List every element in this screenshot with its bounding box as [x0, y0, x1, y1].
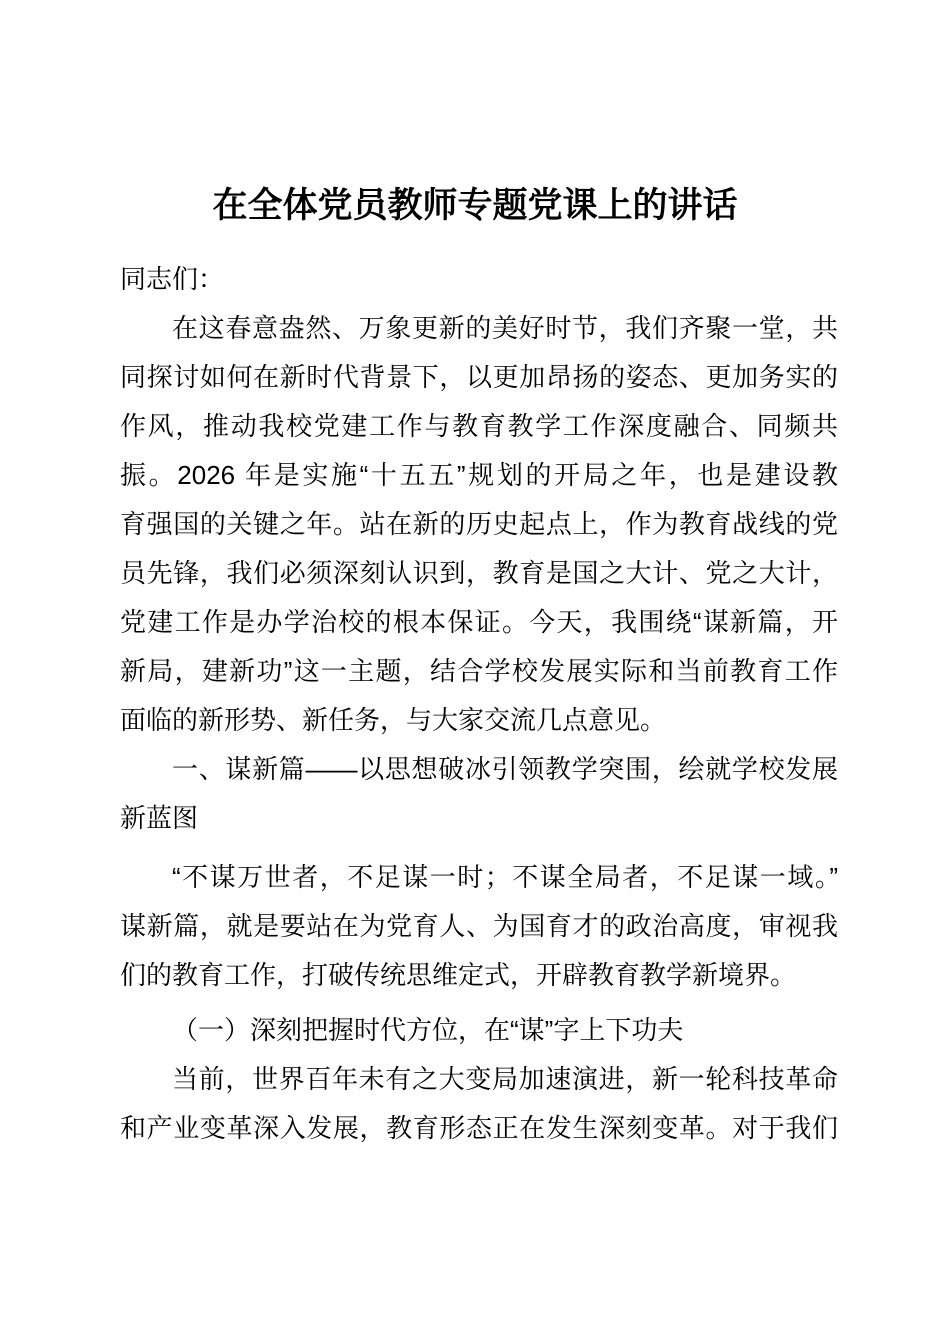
- paragraph-line: 党建工作是办学治校的根本保证。今天，我围绕“谋新篇，开: [120, 607, 838, 637]
- paragraph-line: 同探讨如何在新时代背景下，以更加昂扬的姿态、更加务实的: [120, 362, 838, 392]
- document-body: [120, 255, 838, 1153]
- paragraph-line: 在这春意盎然、万象更新的美好时节，我们齐聚一堂，共: [172, 313, 838, 343]
- salutation: 同志们：: [120, 264, 225, 294]
- section-heading-line: 一、谋新篇——以思想破冰引领教学突围，绘就学校发展: [172, 754, 838, 784]
- paragraph-line: 谋新篇，就是要站在为党育人、为国育才的政治高度，审视我: [120, 911, 838, 941]
- paragraph-line: 育强国的关键之年。站在新的历史起点上，作为教育战线的党: [120, 509, 838, 539]
- paragraph-line: 当前，世界百年未有之大变局加速演进，新一轮科技革命: [172, 1064, 838, 1094]
- paragraph-line: 作风，推动我校党建工作与教育教学工作深度融合、同频共: [120, 411, 838, 441]
- document-title: 在全体党员教师专题党课上的讲话: [212, 186, 738, 225]
- paragraph-line: 和产业变革深入发展，教育形态正在发生深刻变革。对于我们: [120, 1113, 838, 1143]
- section-heading-line: 新蓝图: [120, 803, 199, 833]
- paragraph-line: “不谋万世者，不足谋一时；不谋全局者，不足谋一域。”: [172, 862, 838, 892]
- paragraph-line: 们的教育工作，打破传统思维定式，开辟教育教学新境界。: [120, 960, 797, 990]
- subsection-heading: （一）深刻把握时代方位，在“谋”字上下功夫: [172, 1015, 684, 1045]
- paragraph-line: 面临的新形势、新任务，与大家交流几点意见。: [120, 705, 667, 735]
- paragraph-line: 新局，建新功”这一主题，结合学校发展实际和当前教育工作: [120, 656, 838, 686]
- paragraph-line: 振。2026 年是实施“十五五”规划的开局之年，也是建设教: [120, 460, 838, 490]
- paragraph-line: 员先锋，我们必须深刻认识到，教育是国之大计、党之大计，: [120, 558, 838, 588]
